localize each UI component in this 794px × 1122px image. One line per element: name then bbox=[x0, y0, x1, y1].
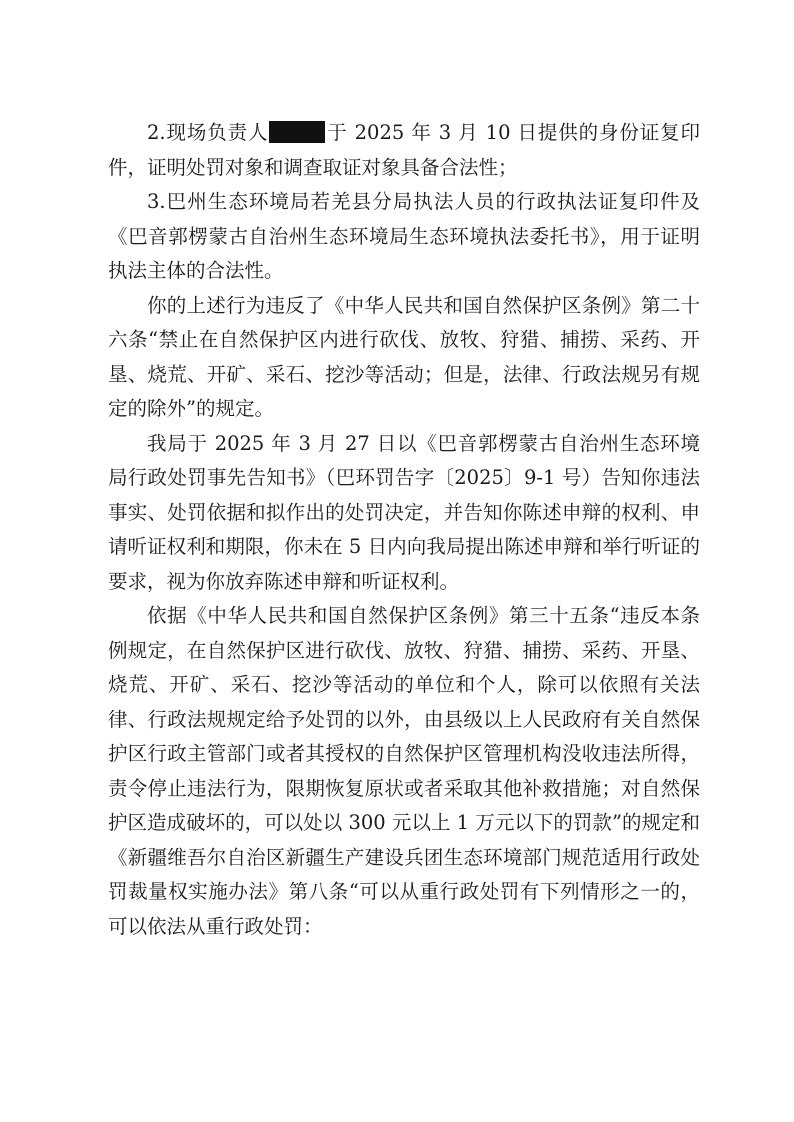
redacted-name-block bbox=[269, 121, 325, 143]
paragraph-legal-basis: 依据《中华人民共和国自然保护区条例》第三十五条“违反本条例规定，在自然保护区进行砍伐、放牧、狩猎、捕捞、采药、开垦、烧荒、开矿、采石、挖沙等活动的单位和个人，除可以依照有关法律、行政法规规定给予处罚的以外，由县级以上人民政府有关自然保护区行政主管部门或者其授权的自然保护区管理机构没收违法所得，责令停止违法行为，限期恢复原状或者采取其他补救措施；对自然保护区造成破坏的，可以处以 300 元以上 1 万元以下的罚款”的规定和《新疆维吾尔自治区新疆生产建设兵团生态环境部门规范适用行政处罚裁量权实施办法》第八条“可以从重行政处罚有下列情形之一的，可以依法从重行政处罚： bbox=[108, 604, 700, 938]
evidence-2-rest: 于 2025 年 3 月 10 日提供的身份证复印件，证明处罚对象和调查取证对象具备合法性； bbox=[108, 121, 700, 179]
paragraph-notification: 我局于 2025 年 3 月 27 日以《巴音郭楞蒙古自治州生态环境局行政处罚事先告知书》（巴环罚告字〔2025〕9-1 号）告知你违法事实、处罚依据和拟作出的处罚决定，并告知你陈述申辩的权利、申请听证权利和期限，你未在 5 日内向我局提出陈述申辩和举行听证的要求，视为你放弃陈述申辩和听证权利。 bbox=[108, 431, 700, 593]
evidence-2-lead: 2.现场负责人 bbox=[147, 121, 269, 144]
paragraph-evidence-2 bbox=[108, 116, 700, 185]
document-body bbox=[108, 116, 700, 944]
paragraph-violation: 你的上述行为违反了《中华人民共和国自然保护区条例》第二十六条“禁止在自然保护区内进行砍伐、放牧、狩猎、捕捞、采药、开垦、烧荒、开矿、采石、挖沙等活动；但是，法律、行政法规另有规定的除外”的规定。 bbox=[108, 293, 700, 420]
paragraph-evidence-3: 3.巴州生态环境局若羌县分局执法人员的行政执法证复印件及《巴音郭楞蒙古自治州生态环境局生态环境执法委托书》，用于证明执法主体的合法性。 bbox=[108, 190, 700, 282]
